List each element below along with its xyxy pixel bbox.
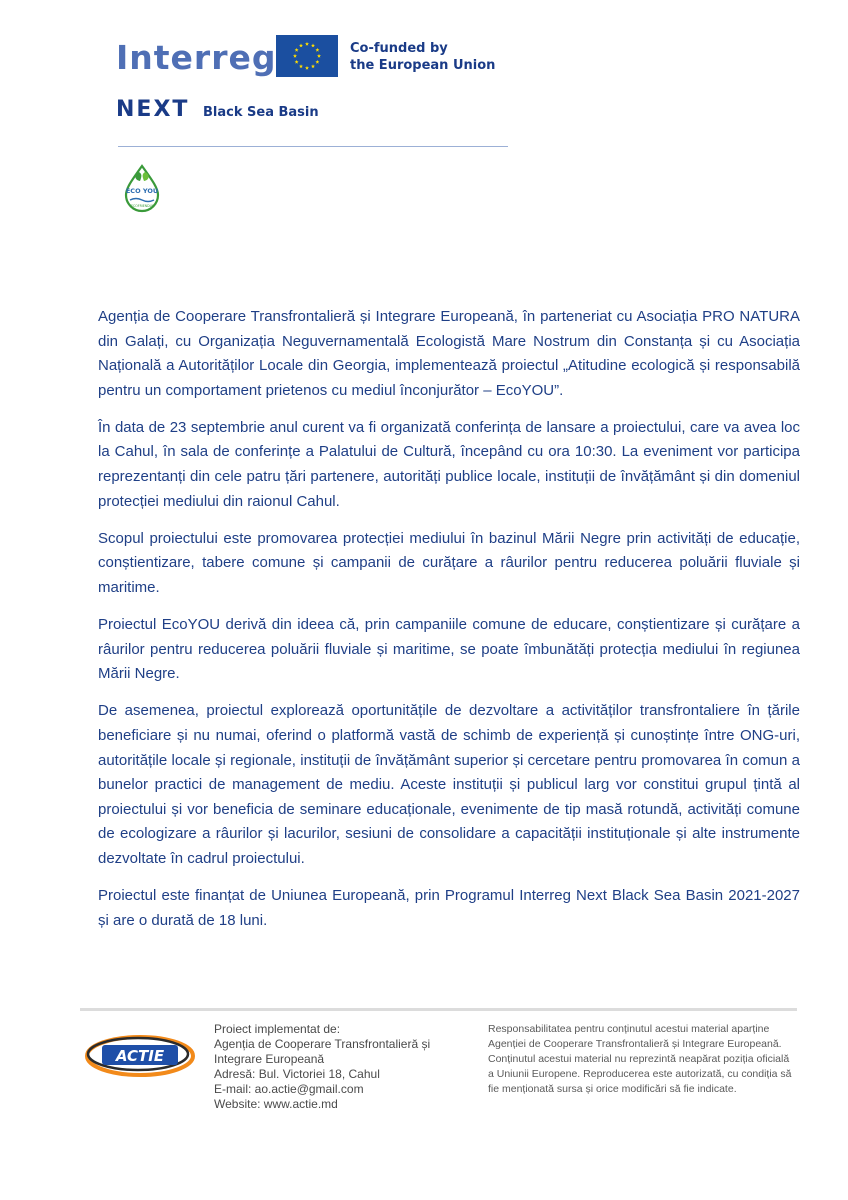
ecoyou-logo-text: ECO YOU [125,187,159,195]
eu-flag-icon [276,35,338,77]
disclaimer-line: a Uniunii Europene. Reproducerea este autorizată, cu condiția să [488,1068,792,1081]
paragraph-conference: În data de 23 septembrie anul curent va fi organizată conferința de lansare a proiectului, care va avea loc la Cahul, în sala de conferințe a Palatului de Cultură, începând cu ora 10:30. La eveniment vor participa reprezentanți din cele patru țări partenere, autorități publice locale, instituții de învățământ și din domeniul protecției mediului din raionul Cahul. [98,418,800,510]
actie-logo-text: ACTIE [115,1047,165,1065]
paragraph-partners: Agenția de Cooperare Transfrontalieră și Integrare Europeană, în parteneriat cu Asociația PRO NATURA din Galați, cu Organizația Neguvernamentală Ecologistă Mare Nostrum din Constanța și cu Asociația Națională a Autorităților Locale din Georgia, implementează proiectul „Atitudine ecologică și responsabilă pentru un comportament prietenos cu mediul înconjurător – EcoYOU”. [98,308,800,399]
disclaimer-line: Responsabilitatea pentru conținutul acestui material aparține [488,1023,770,1035]
implementer-line: Agenția de Cooperare Transfrontalieră și [214,1037,431,1052]
interreg-logo-text: Interreg [116,38,277,77]
implementer-email: E-mail: ao.actie@gmail.com [214,1082,364,1097]
implementer-website: Website: www.actie.md [214,1097,338,1112]
cofunded-line-2: the European Union [350,58,496,73]
implementer-line: Proiect implementat de: [214,1022,341,1036]
implementer-line: Integrare Europeană [214,1052,325,1067]
implementer-info [214,1022,469,1113]
implementer-address: Adresă: Bul. Victoriei 18, Cahul [214,1067,380,1082]
header-divider [118,146,508,147]
cofunded-label [350,40,530,74]
paragraph-funding: Proiectul este finanțat de Uniunea Europeană, prin Programul Interreg Next Black Sea Basin 2021-2027 și are o durată de 18 luni. [98,886,800,929]
ecoyou-logo-icon [120,162,164,214]
cofunded-line-1: Co-funded by [350,41,448,56]
region-label: Black Sea Basin [203,105,319,120]
paragraph-opportunities: De asemenea, proiectul explorează oportunitățile de dezvoltare a activităților transfrontaliere în țările beneficiare și nu numai, oferind o platformă vastă de schimb de experiență și cunoștințe între ONG-uri, autoritățile locale și regionale, instituții de învățământ superior și cercetare pentru promovarea în comun a bunelor practici de management de mediu. Aceste instituții și publicul larg vor constitui grupul țintă al proiectului și vor beneficia de seminare educaționale, evenimente de tip masă rotundă, activități comune de ecologizare a râurilor și lacurilor, sesiuni de consolidare a capacității instituționale și alte instrumente dezvoltate în cadrul proiectului. [98,702,800,867]
next-label: NEXT [116,97,190,122]
disclaimer-line: Agenției de Cooperare Transfrontalieră și Integrare Europeană. [488,1038,782,1051]
document-header [0,0,848,230]
eu-disclaimer [488,1022,798,1097]
disclaimer-line: Conținutul acestui material nu reprezintă neapărat poziția oficială [488,1053,790,1066]
paragraph-goal: Scopul proiectului este promovarea protecției mediului în bazinul Mării Negre prin activități de educație, conștientizare, tabere comune și campanii de curățare a râurilor pentru reducerea poluării fluviale și maritime. [98,529,800,596]
press-release-body [98,305,800,946]
disclaimer-line: fie menționată sursa și orice modificări să fie indicate. [488,1083,737,1096]
ecoyou-logo-subtext: ECOFRIENDLY [131,204,153,208]
footer-divider [80,1008,797,1011]
paragraph-idea: Proiectul EcoYOU derivă din ideea că, prin campaniile comune de educare, conștientizare și curățare a râurilor pentru reducerea poluării fluviale și maritime, se poate îmbunătăți protecția mediului în regiunea Mării Negre. [98,616,800,683]
actie-logo-icon [84,1032,196,1078]
